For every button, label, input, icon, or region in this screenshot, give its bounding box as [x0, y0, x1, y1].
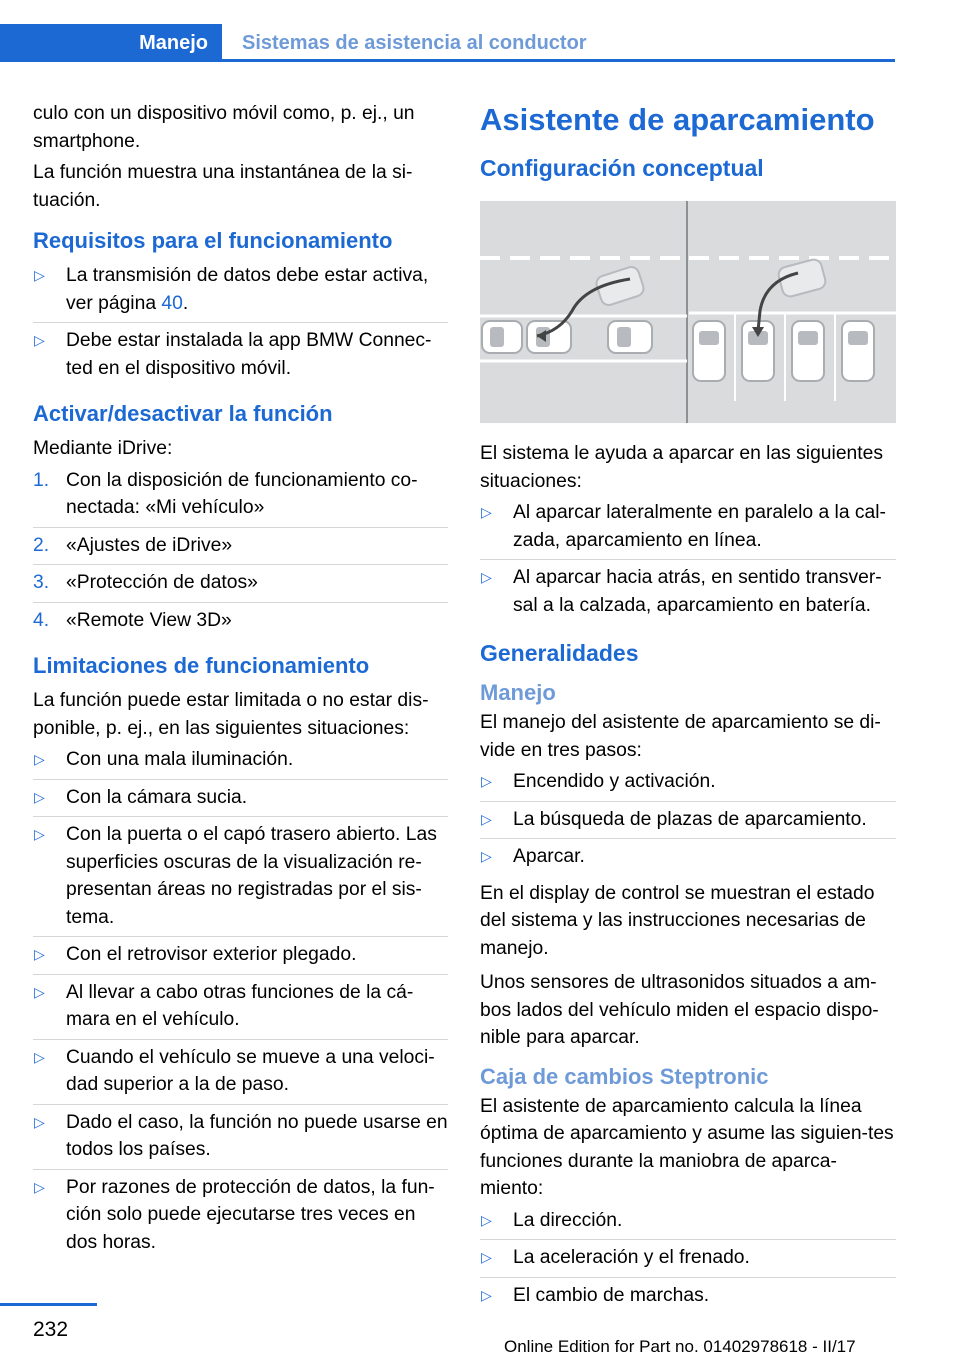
triangle-right-icon: ▷ — [34, 946, 45, 962]
page-link[interactable]: 40 — [161, 292, 183, 314]
limitations-heading: Limitaciones de funcionamiento — [33, 653, 370, 678]
step-item: 2. «Ajustes de iDrive» — [33, 532, 448, 566]
intro-paragraph: La función muestra una instantánea de la si-tuación. — [33, 162, 413, 211]
concept-heading: Configuración conceptual — [480, 155, 764, 181]
limitations-intro: La función puede estar limitada o no estar dis-ponible, p. ej., en las siguientes situaciones: — [33, 690, 429, 739]
operation-heading: Manejo — [480, 680, 556, 705]
footer-rule — [0, 1303, 97, 1306]
section-title[interactable]: Sistemas de asistencia al conductor — [242, 32, 587, 54]
triangle-right-icon: ▷ — [34, 751, 45, 767]
step-item: 4. «Remote View 3D» — [33, 607, 448, 640]
list-item: ▷ Con la cámara sucia. — [33, 784, 448, 818]
list-item: ▷ La transmisión de datos debe estar activa, ver página 40. — [33, 262, 448, 323]
list-item: ▷ Con el retrovisor exterior plegado. — [33, 941, 448, 975]
step-number: 4. — [33, 609, 50, 631]
sensor-paragraph: Unos sensores de ultrasonidos situados a am-bos lados del vehículo miden el espacio dispo-nible para aparcar. — [480, 972, 879, 1048]
list-item: ▷ El cambio de marchas. — [480, 1282, 896, 1315]
parking-diagram-image — [480, 201, 896, 423]
system-intro: El sistema le ayuda a aparcar en las siguientes situaciones: — [480, 443, 883, 492]
left-column — [33, 100, 448, 1265]
list-item: ▷ Encendido y activación. — [480, 768, 896, 802]
page-header — [0, 24, 895, 62]
list-item: ▷ Al llevar a cabo otras funciones de la cá-mara en el vehículo. — [33, 979, 448, 1040]
right-column — [480, 100, 896, 1318]
operation-list — [480, 768, 896, 876]
operation-intro: El manejo del asistente de aparcamiento se di-vide en tres pasos: — [480, 712, 881, 761]
steptronic-heading: Caja de cambios Steptronic — [480, 1063, 769, 1089]
list-item: ▷ La aceleración y el frenado. — [480, 1244, 896, 1278]
triangle-right-icon: ▷ — [34, 267, 45, 283]
steptronic-intro: El asistente de aparcamiento calcula la línea óptima de aparcamiento y asume las siguien-tes funciones durante la maniobra de aparca-miento: — [480, 1095, 894, 1199]
activate-heading: Activar/desactivar la función — [33, 401, 333, 426]
triangle-right-icon: ▷ — [34, 826, 45, 842]
limitations-list — [33, 746, 448, 1261]
triangle-right-icon: ▷ — [481, 848, 492, 864]
activate-intro: Mediante iDrive: — [33, 438, 173, 459]
header-rule — [222, 59, 895, 62]
requirements-heading: Requisitos para el funcionamiento — [33, 228, 393, 253]
triangle-right-icon: ▷ — [34, 1048, 45, 1065]
page-number: 232 — [33, 1318, 69, 1341]
edition-footer: Online Edition for Part no. 01402978618 - II/17 — [504, 1337, 856, 1356]
steptronic-list — [480, 1207, 896, 1315]
general-heading: Generalidades — [480, 640, 639, 666]
triangle-right-icon: ▷ — [481, 1211, 492, 1228]
step-number: 2. — [33, 534, 50, 556]
triangle-right-icon: ▷ — [481, 773, 492, 789]
system-list — [480, 499, 896, 624]
list-item: ▷ La búsqueda de plazas de aparcamiento. — [480, 806, 896, 840]
triangle-right-icon: ▷ — [34, 983, 45, 1000]
triangle-right-icon: ▷ — [481, 504, 492, 520]
triangle-right-icon: ▷ — [481, 810, 492, 827]
list-item: ▷ Aparcar. — [480, 843, 896, 876]
triangle-right-icon: ▷ — [481, 1286, 492, 1303]
intro-paragraph: culo con un dispositivo móvil como, p. ej., un smartphone. — [33, 103, 415, 152]
triangle-right-icon: ▷ — [34, 1113, 45, 1130]
step-item: 1. Con la disposición de funcionamiento co-nectada: «Mi vehículo» — [33, 467, 448, 528]
chapter-tab[interactable]: Manejo — [139, 32, 208, 54]
requirements-list — [33, 262, 448, 387]
activate-steps — [33, 467, 448, 640]
list-item: ▷ Al aparcar hacia atrás, en sentido transver-sal a la calzada, aparcamiento en batería. — [480, 564, 896, 624]
triangle-right-icon: ▷ — [481, 569, 492, 585]
list-item: ▷ Con la puerta o el capó trasero abierto. Las superficies oscuras de la visualización re-presentan áreas no registradas por el sis-tema. — [33, 821, 448, 937]
list-item: ▷ Con una mala iluminación. — [33, 746, 448, 780]
step-number: 3. — [33, 572, 50, 593]
triangle-right-icon: ▷ — [34, 1178, 45, 1195]
step-number: 1. — [33, 469, 50, 491]
list-item: ▷ Dado el caso, la función no puede usarse en todos los países. — [33, 1109, 448, 1170]
list-item: ▷ La dirección. — [480, 1207, 896, 1241]
step-item: 3. «Protección de datos» — [33, 569, 448, 603]
triangle-right-icon: ▷ — [34, 788, 45, 805]
triangle-right-icon: ▷ — [34, 332, 45, 348]
display-paragraph: En el display de control se muestran el estado del sistema y las instrucciones necesarias de manejo. — [480, 882, 875, 959]
list-item: ▷ Debe estar instalada la app BMW Connec-ted en el dispositivo móvil. — [33, 327, 448, 387]
section-main-title: Asistente de aparcamiento — [480, 102, 875, 137]
list-item: ▷ Cuando el vehículo se mueve a una veloci-dad superior a la de paso. — [33, 1044, 448, 1105]
list-item: ▷ Por razones de protección de datos, la fun-ción solo puede ejecutarse tres veces en dos horas. — [33, 1174, 448, 1262]
list-item: ▷ Al aparcar lateralmente en paralelo a la cal-zada, aparcamiento en línea. — [480, 499, 896, 560]
triangle-right-icon: ▷ — [481, 1249, 492, 1265]
